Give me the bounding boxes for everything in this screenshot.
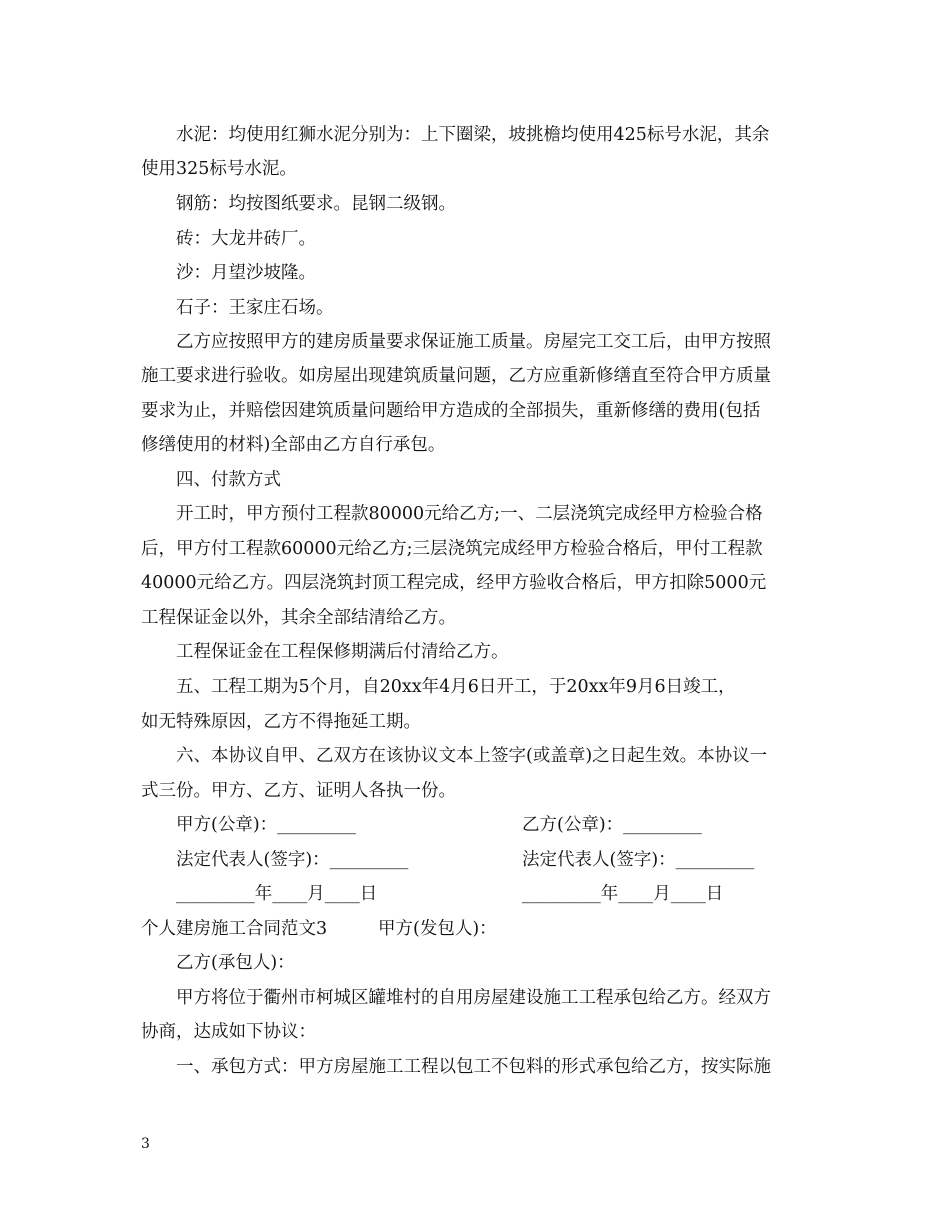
paragraph-quality-line3: 要求为止，并赔偿因建筑质量问题给甲方造成的全部损失，重新修缮的费用(包括 xyxy=(141,401,761,421)
paragraph-effect-line2: 式三份。甲方、乙方、证明人各执一份。 xyxy=(141,781,456,801)
paragraph-payment-line3: 40000元给乙方。四层浇筑封顶工程完成，经甲方验收合格后，甲方扣除5000元 xyxy=(141,573,767,593)
paragraph-period-line2: 如无特殊原因，乙方不得拖延工期。 xyxy=(141,712,421,732)
paragraph-method-line1: 一、承包方式：甲方房屋施工工程以包工不包料的形式承包给乙方，按实际施 xyxy=(176,1057,771,1077)
paragraph-period-line1: 五、工程工期为5个月，自20xx年4月6日开工，于20xx年9月6日竣工， xyxy=(176,677,736,697)
paragraph-effect-line1: 六、本协议自甲、乙双方在该协议文本上签字(或盖章)之日起生效。本协议一 xyxy=(176,746,768,766)
contract3-party-b: 乙方(承包人)： xyxy=(176,953,295,973)
paragraph-payment-line1: 开工时，甲方预付工程款80000元给乙方;一、二层浇筑完成经甲方检验合格 xyxy=(176,504,763,524)
paragraph-quality-line1: 乙方应按照甲方的建房质量要求保证施工质量。房屋完工交工后，由甲方按照 xyxy=(176,332,771,352)
paragraph-payment-line4: 工程保证金以外，其余全部结清给乙方。 xyxy=(141,608,456,628)
contract3-title: 个人建房施工合同范文3 xyxy=(141,919,328,939)
page-number: 3 xyxy=(141,1136,150,1152)
paragraph-steel: 钢筋：均按图纸要求。昆钢二级钢。 xyxy=(176,194,456,214)
paragraph-brick: 砖：大龙井砖厂。 xyxy=(176,229,316,249)
signature-party-b-seal: 乙方(公章)：_________ xyxy=(522,815,702,835)
signature-party-b-date: _________年____月____日 xyxy=(522,884,724,904)
signature-party-a-representative: 法定代表人(签字)：_________ xyxy=(176,850,409,870)
paragraph-cement-line2: 使用325标号水泥。 xyxy=(141,159,297,179)
paragraph-intro-line1: 甲方将位于衢州市柯城区罐堆村的自用房屋建设施工工程承包给乙方。经双方 xyxy=(176,988,771,1008)
signature-party-a-seal: 甲方(公章)：_________ xyxy=(176,815,356,835)
signature-party-b-representative: 法定代表人(签字)：_________ xyxy=(522,850,755,870)
paragraph-stone: 石子：王家庄石场。 xyxy=(176,298,334,318)
heading-payment: 四、付款方式 xyxy=(176,470,281,490)
paragraph-quality-line2: 施工要求进行验收。如房屋出现建筑质量问题，乙方应重新修缮直至符合甲方质量 xyxy=(141,366,771,386)
paragraph-quality-line4: 修缮使用的材料)全部由乙方自行承包。 xyxy=(141,435,446,455)
paragraph-sand: 沙：月望沙坡隆。 xyxy=(176,263,316,283)
contract3-party-a: 甲方(发包人)： xyxy=(378,919,497,939)
paragraph-intro-line2: 协商，达成如下协议： xyxy=(141,1022,316,1042)
paragraph-cement-line1: 水泥：均使用红狮水泥分别为：上下圈梁，坡挑檐均使用425标号水泥，其余 xyxy=(176,125,770,145)
signature-party-a-date: _________年____月____日 xyxy=(176,884,378,904)
paragraph-deposit: 工程保证金在工程保修期满后付清给乙方。 xyxy=(176,642,509,662)
paragraph-payment-line2: 后，甲方付工程款60000元给乙方;三层浇筑完成经甲方检验合格后，甲付工程款 xyxy=(141,539,763,559)
